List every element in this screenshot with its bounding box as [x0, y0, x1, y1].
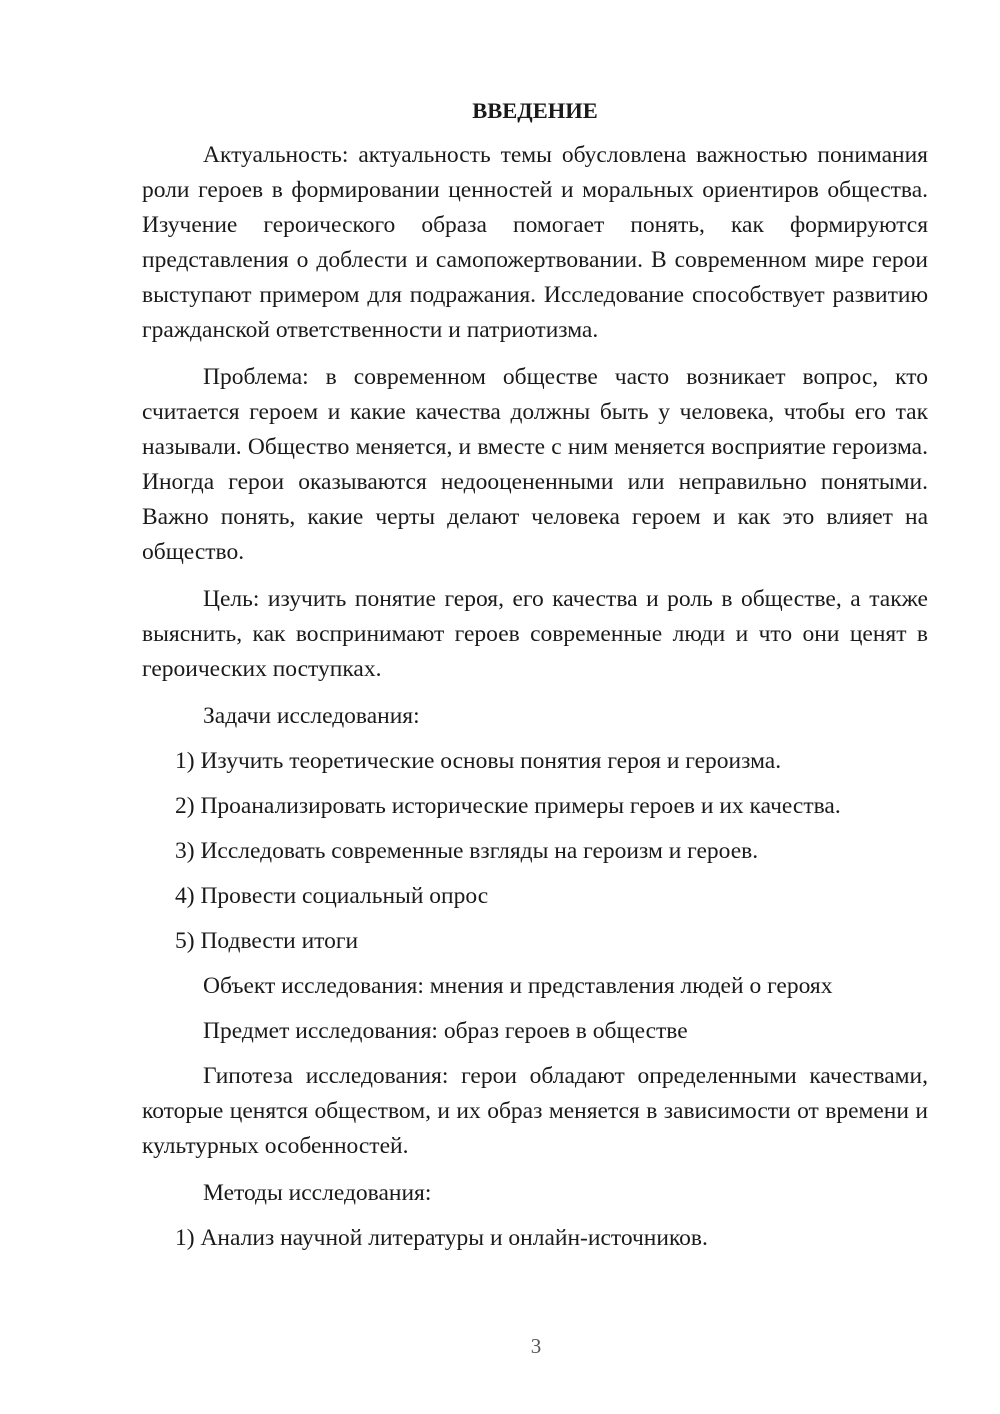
- task-item: 2) Проанализировать исторические примеры героев и их качества.: [175, 793, 841, 819]
- task-item: 3) Исследовать современные взгляды на героизм и героев.: [175, 838, 759, 864]
- problem-paragraph: Проблема: в современном обществе часто возникает вопрос, кто считается героем и какие качества должны быть у человека, чтобы его так называли. Общество меняется, и вместе с ним меняется восприятие героизма. Иногда герои оказываются недооцененными или неправильно понятыми. Важно понять, какие черты делают человека героем и как это влияет на общество.: [142, 364, 928, 565]
- research-subject: Предмет исследования: образ героев в обществе: [203, 1018, 688, 1044]
- section-heading: ВВЕДЕНИЕ: [472, 98, 598, 123]
- task-item: 5) Подвести итоги: [175, 928, 359, 954]
- task-item: 1) Изучить теоретические основы понятия героя и героизма.: [175, 748, 782, 774]
- relevance-paragraph: Актуальность: актуальность темы обусловлена важностью понимания роли героев в формировании ценностей и моральных ориентиров общества. Изучение героического образа помогает понять, как формируются представления о доблести и самопожертвовании. В современном мире герои выступают примером для подражания. Исследование способствует развитию гражданской ответственности и патриотизма.: [142, 142, 928, 343]
- research-object: Объект исследования: мнения и представления людей о героях: [203, 973, 833, 999]
- tasks-title: Задачи исследования:: [203, 703, 420, 729]
- page-number: 3: [530, 1334, 542, 1358]
- goal-paragraph: Цель: изучить понятие героя, его качества и роль в обществе, а также выяснить, как воспринимают героев современные люди и что они ценят в героических поступках.: [142, 586, 928, 682]
- hypothesis-paragraph: Гипотеза исследования: герои обладают определенными качествами, которые ценятся обществом, и их образ меняется в зависимости от времени и культурных особенностей.: [142, 1063, 928, 1159]
- task-item: 4) Провести социальный опрос: [175, 883, 489, 909]
- method-item: 1) Анализ научной литературы и онлайн-источников.: [175, 1225, 708, 1251]
- document-page: [142, 96, 928, 1266]
- methods-title: Методы исследования:: [203, 1180, 432, 1206]
